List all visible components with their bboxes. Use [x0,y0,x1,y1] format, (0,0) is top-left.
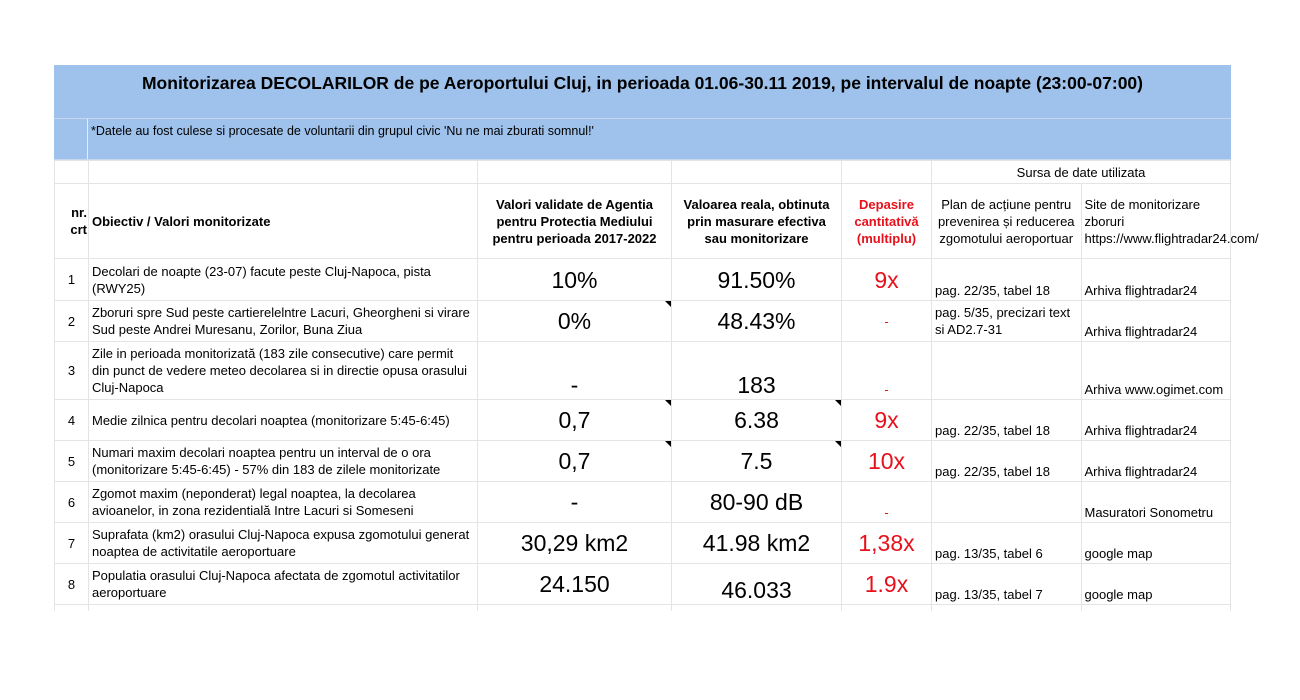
row-plan [932,482,1082,523]
row-objective: Medie zilnica pentru decolari noaptea (monitorizare 5:45-6:45) [89,400,478,441]
row-plan: pag. 13/35, tabel 6 [932,523,1082,564]
cell [672,161,842,184]
row-validated: 0,7 [478,441,672,482]
table-row [55,342,1231,400]
row-exceed: 1,38x [842,523,932,564]
cell [672,605,842,612]
row-objective: Numari maxim decolari noaptea pentru un interval de o ora (monitorizare 5:45-6:45) - 57% din 183 de zilele monitorizate [89,441,478,482]
note-band [54,119,1231,160]
row-nr: 2 [55,301,89,342]
row-site: Arhiva flightradar24 [1081,441,1231,482]
monitoring-table [54,160,1259,611]
row-objective: Populatia orasului Cluj-Napoca afectata de zgomotul activitatilor aeroportuare [89,564,478,605]
row-objective: Decolari de noapte (23-07) facute peste Cluj-Napoca, pista (RWY25) [89,259,478,301]
header-exceed: Depasire cantitativă (multiplu) [842,184,932,259]
header-nr-line1: nr. [71,205,87,220]
row-site: Arhiva flightradar24 [1081,259,1231,301]
row-nr: 4 [55,400,89,441]
row-objective: Zboruri spre Sud peste cartierelelntre Lacuri, Gheorgheni si virare Sud peste Andrei Muresanu, Zorilor, Buna Ziua [89,301,478,342]
row-validated: 10% [478,259,672,301]
table-row [55,259,1231,301]
row-validated: 30,29 km2 [478,523,672,564]
row-objective: Zile in perioada monitorizată (183 zile consecutive) care permit din punct de vedere meteo decolarea si in directie opusa orasului Cluj-Napoca [89,342,478,400]
row-real: 48.43% [672,301,842,342]
table-row-tail [55,605,1231,612]
cell [842,161,932,184]
note-gutter-cell [54,119,88,159]
row-site: Arhiva www.ogimet.com [1081,342,1231,400]
cell [89,605,478,612]
row-site: google map [1081,523,1231,564]
row-plan: pag. 22/35, tabel 18 [932,441,1082,482]
source-header: Sursa de date utilizata [932,161,1231,184]
table-row [55,564,1231,605]
row-nr: 5 [55,441,89,482]
header-validated: Valori validate de Agentia pentru Protectia Mediului pentru perioada 2017-2022 [478,184,672,259]
row-validated: 0,7 [478,400,672,441]
header-nr-line2: crt [70,222,87,237]
row-exceed: - [842,301,932,342]
row-plan [932,342,1082,400]
row-real: 91.50% [672,259,842,301]
row-real: 7.5 [672,441,842,482]
row-objective: Suprafata (km2) orasului Cluj-Napoca expusa zgomotului generat noaptea de activitatile aeroportuare [89,523,478,564]
source-header-row [55,161,1231,184]
table-row [55,482,1231,523]
header-row [55,184,1231,259]
row-plan: pag. 22/35, tabel 18 [932,400,1082,441]
row-exceed: 10x [842,441,932,482]
row-site: google map [1081,564,1231,605]
row-exceed: 9x [842,259,932,301]
row-objective: Zgomot maxim (neponderat) legal noaptea, la decolarea avioanelor, in zona rezidentială Intre Lacuri si Someseni [89,482,478,523]
table-row [55,523,1231,564]
cell [842,605,932,612]
row-real: 41.98 km2 [672,523,842,564]
header-real: Valoarea reala, obtinuta prin masurare efectiva sau monitorizare [672,184,842,259]
row-exceed: - [842,482,932,523]
row-real: 46.033 [672,564,842,605]
cell [55,605,89,612]
cell [89,161,478,184]
row-nr: 3 [55,342,89,400]
table-row [55,301,1231,342]
spreadsheet [54,65,1259,611]
cell [55,161,89,184]
row-validated: 24.150 [478,564,672,605]
header-plan: Plan de acțiune pentru prevenirea și reducerea zgomotului aeroportuar [932,184,1082,259]
table-row [55,441,1231,482]
row-exceed: - [842,342,932,400]
cell [1081,605,1231,612]
cell [478,161,672,184]
row-validated: - [478,342,672,400]
row-real: 6.38 [672,400,842,441]
header-objective: Obiectiv / Valori monitorizate [89,184,478,259]
row-plan: pag. 22/35, tabel 18 [932,259,1082,301]
row-validated: 0% [478,301,672,342]
row-plan: pag. 13/35, tabel 7 [932,564,1082,605]
row-plan: pag. 5/35, precizari text si AD2.7-31 [932,301,1082,342]
row-nr: 6 [55,482,89,523]
row-site: Masuratori Sonometru [1081,482,1231,523]
cell [478,605,672,612]
row-nr: 1 [55,259,89,301]
row-site: Arhiva flightradar24 [1081,301,1231,342]
row-real: 80-90 dB [672,482,842,523]
note-text: *Datele au fost culese si procesate de voluntarii din grupul civic 'Nu ne mai zburati somnul!' [91,124,594,138]
row-real: 183 [672,342,842,400]
table-row [55,400,1231,441]
row-site: Arhiva flightradar24 [1081,400,1231,441]
cell [932,605,1082,612]
row-nr: 7 [55,523,89,564]
row-nr: 8 [55,564,89,605]
page-title: Monitorizarea DECOLARILOR de pe Aeroportului Cluj, in perioada 01.06-30.11 2019, pe intervalul de noapte (23:00-07:00) [141,73,1143,93]
row-exceed: 1.9x [842,564,932,605]
title-band [54,65,1231,119]
row-exceed: 9x [842,400,932,441]
header-site: Site de monitorizare zboruri https://www.flightradar24.com/ [1081,184,1231,259]
header-nr [55,184,89,259]
row-validated: - [478,482,672,523]
